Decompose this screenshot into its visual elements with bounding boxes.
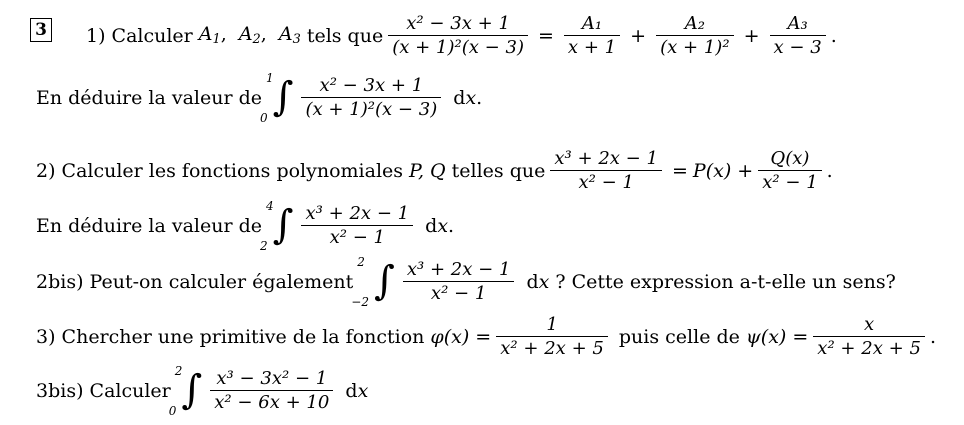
item-2b-trailing: . <box>448 214 455 237</box>
item-3-phi-numerator: 1 <box>546 314 558 335</box>
item-2-label: 2) Calculer les fonctions polynomiales <box>36 159 404 182</box>
item-1b-numerator: x² − 3x + 1 <box>319 75 424 96</box>
item-1-term-2 <box>656 12 734 59</box>
item-1b-differential: dx <box>453 86 477 109</box>
integral-1-upper: 1 <box>266 70 274 85</box>
item-2b-denominator: x² − 1 <box>329 227 386 249</box>
integral-sign-icon: ∫ <box>181 366 203 413</box>
item-2bis-question: ? Cette expression a-t-elle un sens? <box>555 270 896 293</box>
integral-4 <box>168 363 203 418</box>
item-2bis-numerator: x³ + 2x − 1 <box>406 259 511 280</box>
integral-2-limits <box>260 198 274 253</box>
item-2bis-differential: dx <box>526 270 550 293</box>
integral-3 <box>351 254 395 309</box>
item-2b-label: En déduire la valeur de <box>36 214 262 237</box>
integral-2 <box>260 198 294 253</box>
item-1-term-1-numerator: A₁ <box>581 13 603 34</box>
item-2-rhs-fraction <box>758 147 821 194</box>
line-item-3bis <box>36 363 369 418</box>
exercise-number-badge: 3 <box>30 18 52 42</box>
line-item-2bis <box>36 254 896 309</box>
integral-4-limits <box>168 363 183 418</box>
item-1-term-3-denominator: x − 3 <box>773 37 822 59</box>
integral-sign-icon: ∫ <box>272 201 294 248</box>
item-2-funcs: P, Q <box>409 159 446 182</box>
item-1-term-3 <box>770 12 826 59</box>
item-1-vars: $A_1$, $A_2$, $A_3$ <box>198 23 301 48</box>
item-1-lhs-fraction <box>388 12 528 59</box>
item-2-equals: = <box>672 159 688 182</box>
item-2-lhs-fraction <box>550 147 662 194</box>
item-1-lhs-numerator: x² − 3x + 1 <box>406 13 510 34</box>
integral-1-limits <box>260 70 274 125</box>
item-1-lhs-denominator: (x + 1)²(x − 3) <box>392 37 524 59</box>
item-1-term-2-denominator: (x + 1)² <box>660 37 730 59</box>
item-1-term-1-denominator: x + 1 <box>567 37 617 59</box>
item-3-psi-denominator: x² + 2x + 5 <box>817 338 921 360</box>
item-2-trailing: . <box>826 159 833 182</box>
item-1-label: 1) Calculer <box>86 24 193 47</box>
integral-3-lower: −2 <box>351 294 369 309</box>
item-3-phi-denominator: x² + 2x + 5 <box>500 338 604 360</box>
item-1-term-2-numerator: A₂ <box>684 13 705 34</box>
item-2-tellesque: telles que <box>451 159 546 182</box>
line-item-1b <box>36 70 483 125</box>
item-3-label: 3) Chercher une primitive de la fonction <box>36 325 425 348</box>
line-item-1 <box>86 12 837 59</box>
item-2-rhs-denominator: x² − 1 <box>762 172 818 194</box>
item-3bis-label: 3bis) Calculer <box>36 379 171 402</box>
integral-3-limits <box>351 254 373 309</box>
item-1-telsque: tels que <box>306 24 384 47</box>
integral-1-lower: 0 <box>260 110 268 125</box>
line-item-3 <box>36 313 936 360</box>
plus-sign: + <box>630 24 647 47</box>
item-2-lhs-numerator: x³ + 2x − 1 <box>554 148 658 169</box>
item-3-psi: ψ(x) = <box>745 325 809 348</box>
integral-2-lower: 2 <box>260 238 268 253</box>
integral-3-upper: 2 <box>357 254 365 269</box>
item-3bis-differential: dx <box>345 379 369 402</box>
integral-sign-icon: ∫ <box>272 73 294 120</box>
item-2-rhs-numerator: Q(x) <box>770 148 810 169</box>
item-3-psi-fraction <box>813 313 925 360</box>
item-1-term-1 <box>564 12 620 59</box>
item-3-phi: φ(x) = <box>430 325 492 348</box>
item-2bis-denominator: x² − 1 <box>430 283 487 305</box>
item-1b-label: En déduire la valeur de <box>36 86 262 109</box>
line-item-2 <box>36 147 833 194</box>
item-1-trailing: . <box>830 24 837 47</box>
integral-2-upper: 4 <box>266 198 274 213</box>
item-2-lhs-denominator: x² − 1 <box>578 172 634 194</box>
item-3bis-denominator: x² − 6x + 10 <box>214 392 330 414</box>
item-3-phi-fraction <box>496 313 608 360</box>
item-3-middle: puis celle de <box>618 325 740 348</box>
item-2bis-fraction <box>403 258 515 305</box>
item-2-poly: P(x) + <box>692 159 754 182</box>
item-3-trailing: . <box>929 325 936 348</box>
integral-sign-icon: ∫ <box>373 257 395 304</box>
item-1-equals: = <box>538 24 554 47</box>
item-1-term-3-numerator: A₃ <box>787 13 808 34</box>
integral-1 <box>260 70 294 125</box>
item-1b-denominator: (x + 1)²(x − 3) <box>305 99 438 121</box>
integral-4-lower: 0 <box>168 403 177 418</box>
integral-4-upper: 2 <box>174 363 183 378</box>
item-2b-fraction <box>301 202 413 249</box>
item-2bis-label: 2bis) Peut-on calculer également <box>36 270 354 293</box>
item-2b-numerator: x³ + 2x − 1 <box>305 203 410 224</box>
plus-sign: + <box>743 24 760 47</box>
line-item-2b <box>36 198 455 253</box>
item-3bis-numerator: x³ − 3x² − 1 <box>216 368 328 389</box>
item-3-psi-numerator: x <box>864 314 875 335</box>
item-1b-fraction <box>301 74 441 121</box>
item-3bis-fraction <box>210 367 333 414</box>
item-1b-trailing: . <box>476 86 483 109</box>
item-2b-differential: dx <box>425 214 449 237</box>
